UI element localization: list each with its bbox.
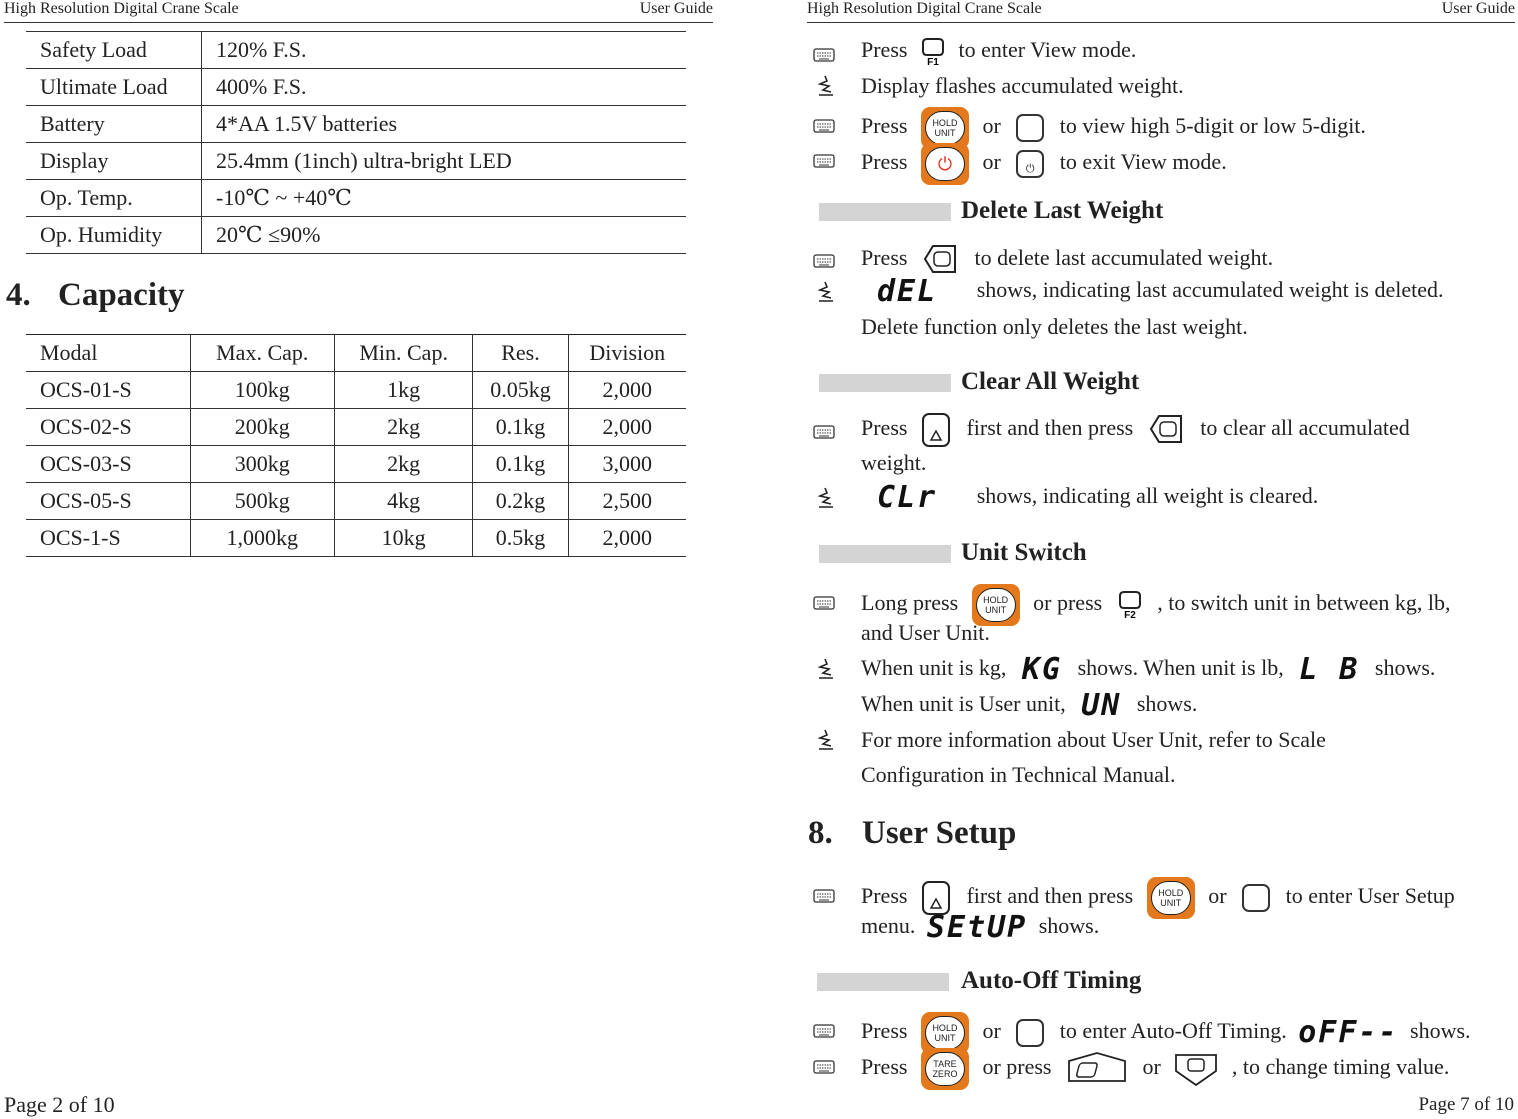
- menu-text: menu.: [861, 913, 916, 938]
- capacity-cell: 500kg: [190, 483, 334, 520]
- delete-text-1: to delete last accumulated weight.: [974, 245, 1274, 271]
- press-text: Press: [861, 37, 908, 62]
- delete-line-1: [861, 242, 1273, 278]
- shows-text: shows.: [1410, 1018, 1471, 1044]
- square-key-icon[interactable]: [1016, 114, 1044, 142]
- press-text: Press: [861, 245, 908, 271]
- exit-view-text: to exit View mode.: [1059, 149, 1227, 175]
- section-bar: [819, 545, 951, 563]
- tare-zero-button[interactable]: [921, 1048, 969, 1090]
- press-text: Press: [861, 415, 908, 441]
- spec-label: Battery: [26, 106, 202, 143]
- spec-row: [26, 217, 686, 254]
- capacity-cell: OCS-01-S: [26, 372, 190, 409]
- clear-text-1: to clear all accumulated: [1200, 415, 1410, 441]
- spec-label: Safety Load: [26, 32, 202, 69]
- unit-label: UNIT: [985, 605, 1007, 615]
- svg-text:F1: F1: [927, 56, 939, 67]
- hold-label: HOLD: [1158, 888, 1184, 898]
- f2-key-icon[interactable]: [1112, 590, 1148, 620]
- or-text: or: [1208, 883, 1227, 909]
- capacity-cell: 0.05kg: [473, 372, 568, 409]
- user-setup-number: 8.: [808, 815, 833, 851]
- unit-label: UNIT: [1160, 898, 1182, 908]
- spec-value: -10℃ ~ +40℃: [202, 180, 687, 217]
- capacity-cell: 1kg: [334, 372, 473, 409]
- unit-line-2: [861, 651, 1436, 687]
- capacity-cell: 2,000: [568, 520, 686, 557]
- spec-row: [26, 32, 686, 69]
- left-key-icon[interactable]: [1065, 1051, 1129, 1087]
- press-text: Press: [861, 149, 908, 175]
- hold-label: HOLD: [932, 1023, 958, 1033]
- when-user-text: When unit is User unit,: [861, 691, 1066, 716]
- up-key-icon[interactable]: [921, 412, 953, 448]
- right-key-icon[interactable]: [1172, 1051, 1220, 1087]
- capacity-cell: 2,500: [568, 483, 686, 520]
- unit-line-1b: and User Unit.: [861, 620, 990, 645]
- capacity-cell: 100kg: [190, 372, 334, 409]
- square-key-icon[interactable]: [1016, 1019, 1044, 1047]
- delete-line-3: Delete function only deletes the last weight.: [861, 314, 1248, 339]
- unit-line-5: Configuration in Technical Manual.: [861, 762, 1176, 787]
- press-text: Press: [861, 113, 908, 139]
- enter-view-text: to enter View mode.: [958, 37, 1137, 62]
- delete-line-2: [861, 273, 1444, 309]
- zero-label: ZERO: [932, 1069, 958, 1079]
- capacity-cell: 3,000: [568, 446, 686, 483]
- spec-table: [26, 31, 686, 254]
- keypad-icon: [813, 154, 835, 168]
- lcd-del-display: dEL: [877, 273, 938, 309]
- capacity-cell: OCS-02-S: [26, 409, 190, 446]
- press-text: Press: [861, 883, 908, 909]
- or-text: or: [982, 1018, 1001, 1044]
- delete-last-heading: Delete Last Weight: [961, 197, 1164, 224]
- clear-all-heading: Clear All Weight: [961, 368, 1140, 395]
- keypad-icon: [813, 596, 835, 610]
- capacity-heading: [6, 277, 185, 314]
- capacity-cell: 0.5kg: [473, 520, 568, 557]
- tip-icon: [815, 729, 837, 751]
- right-page-header: [807, 0, 1515, 23]
- capacity-cell: 2,000: [568, 409, 686, 446]
- capacity-row: [26, 409, 686, 446]
- lcd-kg-display: KG: [1021, 651, 1063, 687]
- capacity-cell: 0.1kg: [473, 409, 568, 446]
- clear-line-1b: weight.: [861, 450, 927, 475]
- spec-label: Op. Humidity: [26, 217, 202, 254]
- unit-switch-heading: Unit Switch: [961, 539, 1087, 566]
- capacity-column-header: Division: [568, 335, 686, 372]
- capacity-cell: 2kg: [334, 446, 473, 483]
- clear-line-1: [861, 412, 1410, 448]
- capacity-cell: 1,000kg: [190, 520, 334, 557]
- shows-text: shows.: [1136, 691, 1198, 716]
- first-then-text: first and then press: [966, 415, 1134, 441]
- unit-label: UNIT: [934, 1033, 956, 1043]
- back-key-icon[interactable]: [921, 242, 961, 278]
- clear-text-2: shows, indicating all weight is cleared.: [976, 483, 1319, 508]
- keypad-icon: [813, 119, 835, 133]
- change-timing-text: , to change timing value.: [1231, 1054, 1450, 1080]
- left-page-header: [4, 0, 713, 23]
- shows-text: shows.: [1374, 655, 1436, 680]
- capacity-row: [26, 483, 686, 520]
- keypad-icon: [813, 48, 835, 62]
- capacity-number: 4.: [6, 277, 31, 313]
- tip-icon: [815, 658, 837, 680]
- spec-row: [26, 106, 686, 143]
- hold-label: HOLD: [983, 595, 1009, 605]
- power-key-icon[interactable]: ⏻: [1016, 150, 1044, 178]
- right-header-title: High Resolution Digital Crane Scale: [807, 0, 1042, 17]
- left-header-guide: User Guide: [639, 0, 713, 17]
- delete-text-2: shows, indicating last accumulated weight is deleted.: [976, 277, 1444, 302]
- keypad-icon: [813, 254, 835, 268]
- capacity-cell: 0.1kg: [473, 446, 568, 483]
- enter-setup-text: to enter User Setup: [1285, 883, 1455, 909]
- left-header-title: High Resolution Digital Crane Scale: [4, 0, 239, 17]
- section-bar: [819, 203, 951, 221]
- spec-label: Op. Temp.: [26, 180, 202, 217]
- when-kg-text: When unit is kg,: [861, 655, 1007, 680]
- square-key-icon[interactable]: [1242, 884, 1270, 912]
- tip-icon: [815, 281, 837, 303]
- capacity-cell: 200kg: [190, 409, 334, 446]
- back-key-icon[interactable]: [1147, 412, 1187, 448]
- shows-text: shows.: [1038, 913, 1100, 938]
- section-bar: [817, 973, 949, 991]
- capacity-row: [26, 446, 686, 483]
- spec-row: [26, 180, 686, 217]
- view-line-1: [861, 36, 1136, 67]
- unit-label: UNIT: [934, 128, 956, 138]
- capacity-cell: 2,000: [568, 372, 686, 409]
- capacity-cell: 4kg: [334, 483, 473, 520]
- spec-value: 4*AA 1.5V batteries: [202, 106, 687, 143]
- or-text: or: [982, 149, 1001, 175]
- lcd-setup-display: SEtUP: [926, 909, 1028, 945]
- spec-value: 120% F.S.: [202, 32, 687, 69]
- auto-line-2: [861, 1048, 1449, 1090]
- or-text: or: [982, 113, 1001, 139]
- auto-off-heading: Auto-Off Timing: [961, 967, 1142, 994]
- capacity-cell: 2kg: [334, 409, 473, 446]
- capacity-row: [26, 372, 686, 409]
- right-page-number: Page 7 of 10: [1418, 1094, 1514, 1115]
- hold-unit-button[interactable]: [1147, 877, 1195, 919]
- left-page-number: Page 2 of 10: [4, 1092, 115, 1117]
- view-line-2: Display flashes accumulated weight.: [861, 73, 1184, 98]
- capacity-column-header: Min. Cap.: [334, 335, 473, 372]
- capacity-cell: 0.2kg: [473, 483, 568, 520]
- section-bar: [819, 374, 951, 392]
- first-then-text: first and then press: [966, 883, 1134, 909]
- spec-value: 20℃ ≤90%: [202, 217, 687, 254]
- capacity-column-header: Res.: [473, 335, 568, 372]
- keypad-icon: [813, 889, 835, 903]
- f1-key-icon[interactable]: [913, 37, 953, 67]
- clear-line-2: [861, 479, 1319, 515]
- right-header-guide: User Guide: [1441, 0, 1515, 17]
- or-text: or: [1142, 1054, 1161, 1080]
- tip-icon: [815, 487, 837, 509]
- lcd-lb-display: L B: [1299, 651, 1360, 687]
- press-text: Press: [861, 1018, 908, 1044]
- keypad-icon: [813, 1024, 835, 1038]
- tip-icon: [815, 75, 837, 97]
- keypad-icon: [813, 1060, 835, 1074]
- spec-label: Ultimate Load: [26, 69, 202, 106]
- lcd-user-display: UN: [1081, 687, 1122, 723]
- capacity-cell: 10kg: [334, 520, 473, 557]
- or-press-text: or press: [1033, 590, 1103, 616]
- keypad-icon: [813, 425, 835, 439]
- power-button[interactable]: ⏻: [921, 143, 969, 185]
- lcd-off-display: oFF--: [1298, 1015, 1399, 1050]
- user-setup-title: User Setup: [862, 815, 1017, 851]
- capacity-cell: OCS-1-S: [26, 520, 190, 557]
- press-text: Press: [861, 1054, 908, 1080]
- capacity-cell: OCS-03-S: [26, 446, 190, 483]
- capacity-table: [26, 334, 686, 557]
- spec-row: [26, 69, 686, 106]
- setup-line-2: [861, 909, 1100, 945]
- long-press-text: Long press: [861, 590, 959, 616]
- unit-line-3: [861, 687, 1198, 723]
- hold-label: HOLD: [932, 118, 958, 128]
- lcd-clr-display: CLr: [877, 479, 938, 515]
- view-high-low-text: to view high 5-digit or low 5-digit.: [1059, 113, 1366, 139]
- capacity-column-header: Modal: [26, 335, 190, 372]
- capacity-cell: 300kg: [190, 446, 334, 483]
- or-press-text: or press: [982, 1054, 1052, 1080]
- svg-text:F2: F2: [1123, 610, 1136, 620]
- capacity-column-header: Max. Cap.: [190, 335, 334, 372]
- view-line-4: [861, 143, 1227, 185]
- unit-text-1: , to switch unit in between kg, lb,: [1157, 590, 1451, 616]
- spec-value: 25.4mm (1inch) ultra-bright LED: [202, 143, 687, 180]
- capacity-title: Capacity: [58, 277, 185, 313]
- enter-auto-off-text: to enter Auto-Off Timing.: [1059, 1018, 1287, 1044]
- capacity-cell: OCS-05-S: [26, 483, 190, 520]
- tare-label: TARE: [933, 1059, 957, 1069]
- spec-value: 400% F.S.: [202, 69, 687, 106]
- spec-row: [26, 143, 686, 180]
- shows-when-lb-text: shows. When unit is lb,: [1077, 655, 1284, 680]
- capacity-row: [26, 520, 686, 557]
- user-setup-heading: [808, 815, 1016, 852]
- spec-label: Display: [26, 143, 202, 180]
- unit-line-4: For more information about User Unit, refer to Scale: [861, 727, 1326, 752]
